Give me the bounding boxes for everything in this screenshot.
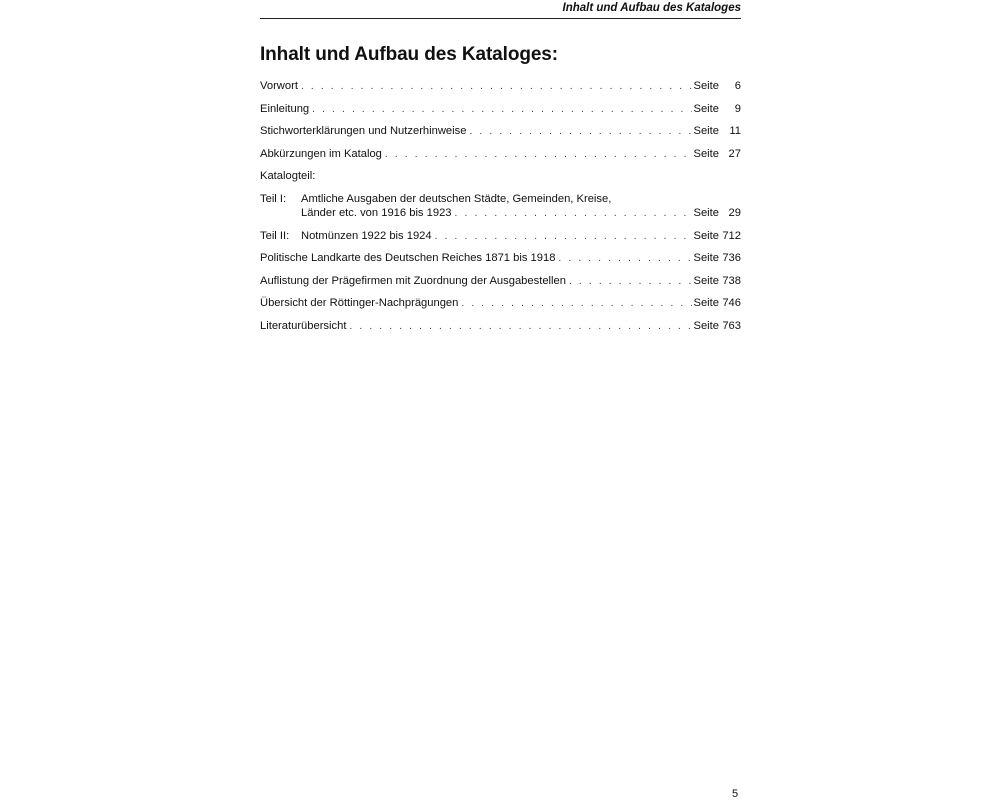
toc-part-label: Teil I: xyxy=(260,192,287,205)
dot-leader xyxy=(569,276,692,287)
toc-page-number: 763 xyxy=(722,319,741,332)
running-head: Inhalt und Aufbau des Kataloges xyxy=(260,2,741,19)
toc-seite-label: Seite xyxy=(693,274,719,287)
toc-page-number: 6 xyxy=(734,80,741,92)
dot-leader xyxy=(301,81,692,92)
toc-entry-praegefirmen[interactable] xyxy=(260,275,741,298)
toc-seite-label: Seite xyxy=(693,319,719,332)
toc-page-number: 11 xyxy=(729,125,741,137)
katalogteil-heading-row xyxy=(260,170,741,193)
toc-seite-label: Seite xyxy=(693,147,719,160)
toc-seite-label: Seite xyxy=(693,125,719,137)
toc-page-number: 746 xyxy=(722,297,741,309)
toc-seite-label: Seite xyxy=(693,207,719,219)
toc-entry-label-line1: Amtliche Ausgaben der deutschen Städte, Gemeinden, Kreise, xyxy=(301,192,612,205)
dot-leader xyxy=(349,321,691,332)
toc-seite-label: Seite xyxy=(693,229,719,242)
dot-leader xyxy=(312,104,691,115)
table-of-contents xyxy=(260,80,741,342)
toc-entry-label: Einleitung xyxy=(260,102,310,115)
toc-entry-label: Literaturübersicht xyxy=(260,319,347,332)
dot-leader xyxy=(435,231,692,242)
toc-entry-label: Vorwort xyxy=(260,80,298,92)
dot-leader xyxy=(469,126,691,137)
toc-entry-stichworterklaerungen[interactable] xyxy=(260,125,741,148)
toc-entry-einleitung[interactable] xyxy=(260,103,741,126)
toc-page-number: 712 xyxy=(722,229,741,242)
toc-entry-teil-1[interactable] xyxy=(260,193,741,208)
toc-entry-label-line2: Länder etc. von 1916 bis 1923 xyxy=(301,207,452,219)
toc-entry-label: Auflistung der Prägefirmen mit Zuordnung der Ausgabestellen xyxy=(260,274,566,287)
toc-entry-label: Übersicht der Röttinger-Nachprägungen xyxy=(260,297,459,309)
page-title: Inhalt und Aufbau des Kataloges: xyxy=(260,44,558,65)
toc-entry-label: Notmünzen 1922 bis 1924 xyxy=(301,229,432,242)
toc-page-number: 736 xyxy=(722,252,741,264)
toc-entry-abkuerzungen[interactable] xyxy=(260,148,741,171)
toc-seite-label: Seite xyxy=(693,252,719,264)
toc-entry-label: Stichworterklärungen und Nutzerhinweise xyxy=(260,125,467,137)
toc-part-label: Teil II: xyxy=(260,229,290,242)
toc-page-number: 29 xyxy=(728,207,741,219)
toc-entry-label: Abkürzungen im Katalog xyxy=(260,147,382,160)
toc-entry-vorwort[interactable] xyxy=(260,80,741,103)
toc-page-number: 738 xyxy=(722,274,741,287)
dot-leader xyxy=(558,253,691,264)
toc-entry-teil-1-continued[interactable] xyxy=(260,207,741,230)
toc-entry-label: Politische Landkarte des Deutschen Reiches 1871 bis 1918 xyxy=(260,252,556,264)
dot-leader xyxy=(455,208,692,219)
toc-entry-landkarte[interactable] xyxy=(260,252,741,275)
katalogteil-heading: Katalogteil: xyxy=(260,170,316,182)
page-number: 5 xyxy=(732,788,739,800)
toc-entry-literatur[interactable] xyxy=(260,320,741,343)
dot-leader xyxy=(385,149,692,160)
toc-entry-teil-2[interactable] xyxy=(260,230,741,253)
toc-seite-label: Seite xyxy=(693,80,719,92)
toc-seite-label: Seite xyxy=(693,102,719,115)
dot-leader xyxy=(461,298,691,309)
toc-page-number: 9 xyxy=(734,102,741,115)
toc-seite-label: Seite xyxy=(693,297,719,309)
toc-page-number: 27 xyxy=(728,147,741,160)
toc-entry-roettinger[interactable] xyxy=(260,297,741,320)
